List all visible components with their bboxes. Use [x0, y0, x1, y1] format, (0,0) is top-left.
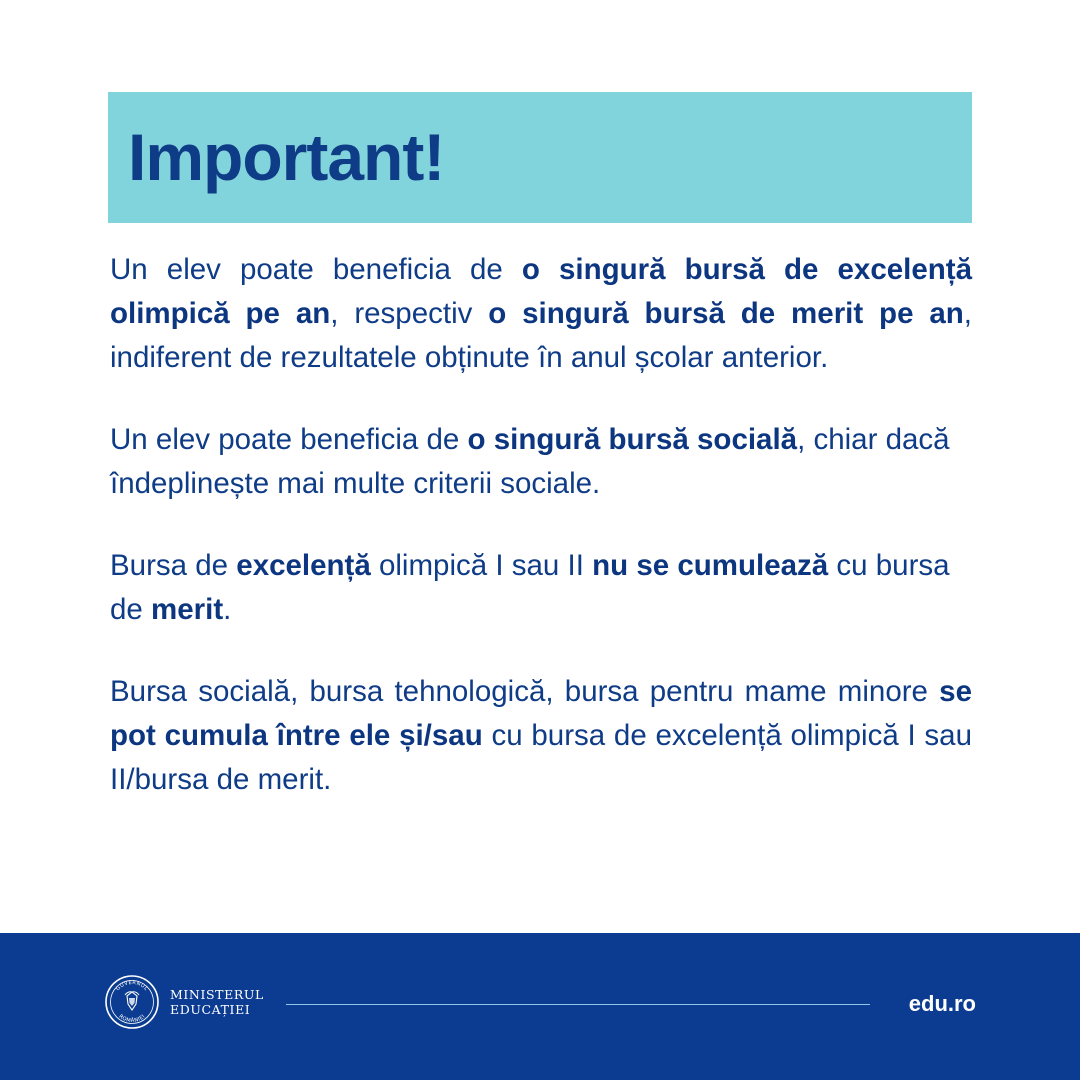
text-segment: cu bursa de — [110, 549, 950, 626]
emphasis-segment: o singură bursă de merit pe an — [488, 297, 964, 330]
svg-text:GUVERNUL: GUVERNUL — [115, 979, 149, 993]
paragraph-social — [110, 418, 972, 506]
emphasis-segment: excelență — [236, 549, 371, 582]
text-segment: , chiar dacă îndeplinește mai multe criterii sociale. — [110, 423, 950, 500]
paragraph-olympic-merit — [110, 248, 972, 380]
title-banner — [108, 92, 972, 223]
text-segment: , respectiv — [330, 297, 489, 330]
text-segment: olimpică I sau II — [370, 549, 593, 582]
website-link[interactable]: edu.ro — [908, 991, 976, 1016]
ministry-logo[interactable] — [104, 974, 264, 1030]
text-segment: Bursa de — [110, 549, 237, 582]
emphasis-segment: se pot cumula între ele și/sau — [110, 675, 972, 752]
emphasis-segment: o singură bursă socială — [467, 423, 798, 456]
svg-text:ROMÂNIEI: ROMÂNIEI — [117, 1013, 147, 1025]
ministry-name-line1: MINISTERUL — [170, 987, 264, 1002]
text-segment: , indiferent de rezultatele obținute în anul școlar anterior. — [110, 297, 972, 374]
footer-divider — [286, 1004, 870, 1005]
emphasis-segment: merit — [151, 593, 224, 626]
text-segment: Bursa socială, bursa tehnologică, bursa pentru mame minore — [110, 675, 940, 708]
text-segment: cu bursa de excelență olimpică I sau II/bursa de merit. — [110, 719, 972, 796]
paragraph-cumulation — [110, 670, 972, 802]
footer-bar — [0, 933, 1080, 1080]
ministry-name — [170, 987, 264, 1017]
text-segment: Un elev poate beneficia de — [110, 423, 468, 456]
announcement-body — [110, 248, 972, 840]
ministry-name-line2: EDUCAȚIEI — [170, 1002, 251, 1017]
page-title: Important! — [128, 120, 445, 194]
text-segment: . — [223, 593, 232, 626]
emphasis-segment: nu se cumulează — [592, 549, 829, 582]
emphasis-segment: o singură bursă de excelență olimpică pe an — [110, 253, 972, 330]
text-segment: Un elev poate beneficia de — [110, 253, 522, 286]
paragraph-no-cumulation — [110, 544, 972, 632]
romanian-government-seal-icon — [104, 974, 160, 1030]
